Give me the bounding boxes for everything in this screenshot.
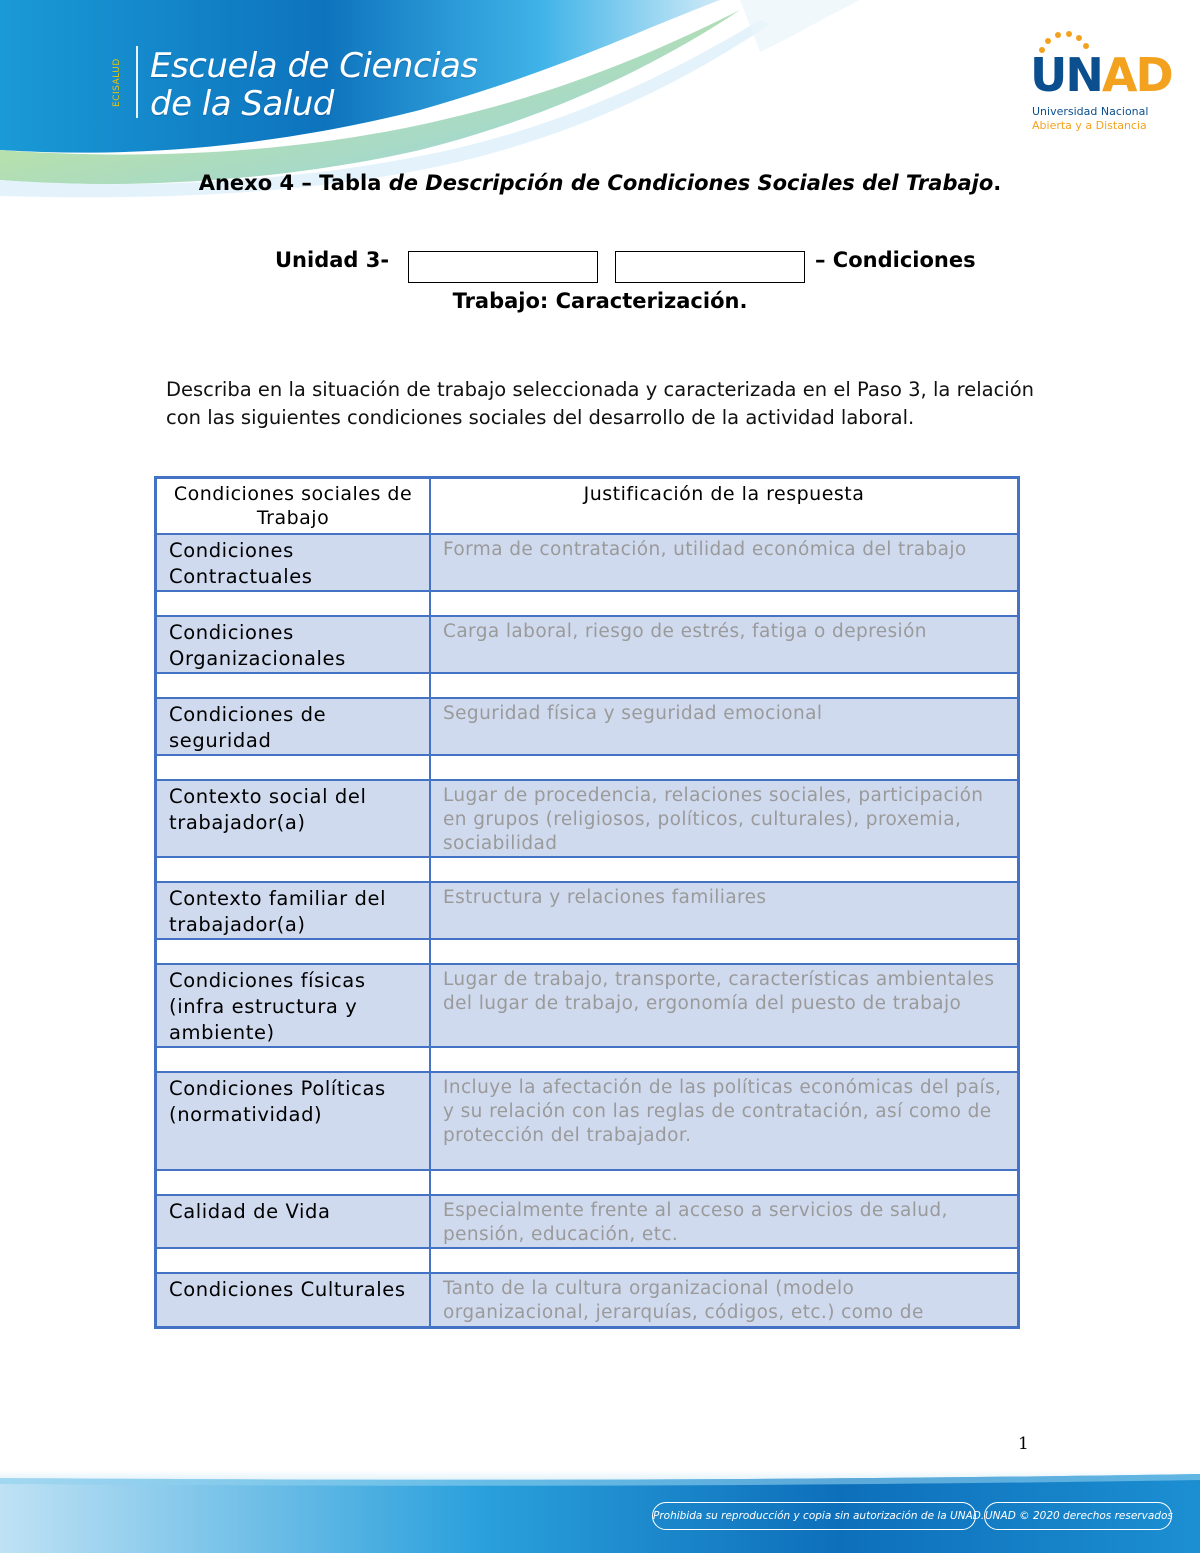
title-part-3: . — [993, 171, 1002, 195]
title-part-1: Anexo 4 – Tabla — [198, 171, 389, 195]
table-header-row — [156, 478, 1019, 535]
document-title — [150, 168, 1050, 199]
table-spacer-row — [156, 1047, 1019, 1072]
condition-name-cell: Condiciones de seguridad — [156, 698, 431, 755]
spacer-cell — [156, 857, 431, 882]
table-spacer-row — [156, 939, 1019, 964]
spacer-cell — [156, 755, 431, 780]
unit-prefix: Unidad 3- — [275, 248, 390, 272]
table-row — [156, 534, 1019, 591]
spacer-cell[interactable] — [430, 939, 1019, 964]
table-spacer-row — [156, 673, 1019, 698]
justification-cell[interactable]: Estructura y relaciones familiares — [430, 882, 1019, 939]
logo-ad: AD — [1101, 48, 1172, 102]
spacer-cell — [156, 1248, 431, 1273]
condition-name-cell: Contexto social del trabajador(a) — [156, 780, 431, 857]
justification-cell[interactable]: Especialmente frente al acceso a servicios de salud, pensión, educación, etc. — [430, 1195, 1019, 1248]
table-spacer-row — [156, 1170, 1019, 1195]
spacer-cell[interactable] — [430, 673, 1019, 698]
intro-paragraph: Describa en la situación de trabajo seleccionada y caracterizada en el Paso 3, la relación con las siguientes condiciones sociales del desarrollo de la actividad laboral. — [166, 378, 1034, 429]
justification-cell[interactable]: Seguridad física y seguridad emocional — [430, 698, 1019, 755]
spacer-cell — [156, 1047, 431, 1072]
table-row — [156, 882, 1019, 939]
unad-logo — [1030, 30, 1172, 140]
table-row — [156, 780, 1019, 857]
table-spacer-row — [156, 857, 1019, 882]
table-spacer-row — [156, 1248, 1019, 1273]
unit-blank-field-2[interactable] — [615, 251, 805, 283]
unit-blank-field-1[interactable] — [408, 251, 598, 283]
table-spacer-row — [156, 755, 1019, 780]
justification-cell[interactable]: Lugar de procedencia, relaciones sociales, participación en grupos (religiosos, políticos, culturales), proxemia, sociabilidad — [430, 780, 1019, 857]
spacer-cell[interactable] — [430, 591, 1019, 616]
conditions-table — [154, 476, 1020, 1329]
condition-name-cell: Condiciones físicas (infra estructura y ambiente) — [156, 964, 431, 1047]
table-body — [156, 534, 1019, 1327]
table-row — [156, 1195, 1019, 1248]
footer-copyright: UNAD © 2020 derechos reservados — [984, 1502, 1172, 1530]
condition-name-cell: Condiciones Organizacionales — [156, 616, 431, 673]
unit-suffix: – Condiciones — [815, 248, 976, 272]
footer-notice: Prohibida su reproducción y copia sin autorización de la UNAD. — [652, 1502, 976, 1530]
table-row — [156, 964, 1019, 1047]
spacer-cell — [156, 939, 431, 964]
logo-un: UN — [1030, 48, 1102, 102]
table-row — [156, 1273, 1019, 1327]
condition-name-cell: Condiciones Culturales — [156, 1273, 431, 1327]
table-row — [156, 698, 1019, 755]
logo-subtitle-2: Abierta y a Distancia — [1032, 119, 1147, 132]
school-tag: ECISALUD — [112, 58, 122, 108]
page-number: 1 — [1018, 1434, 1029, 1454]
title-part-2: de Descripción de Condiciones Sociales del Trabajo — [388, 171, 994, 195]
spacer-cell — [156, 591, 431, 616]
school-name-line-1: Escuela de Ciencias — [150, 46, 478, 86]
spacer-cell[interactable] — [430, 857, 1019, 882]
spacer-cell[interactable] — [430, 1047, 1019, 1072]
table-header-conditions: Condiciones sociales de Trabajo — [156, 478, 431, 535]
justification-cell[interactable]: Forma de contratación, utilidad económica del trabajo — [430, 534, 1019, 591]
spacer-cell[interactable] — [430, 1248, 1019, 1273]
school-name-line-2: de la Salud — [150, 84, 334, 124]
table-spacer-row — [156, 591, 1019, 616]
spacer-cell[interactable] — [430, 755, 1019, 780]
logo-subtitle-1: Universidad Nacional — [1032, 105, 1149, 118]
table-row — [156, 616, 1019, 673]
table-row — [156, 1072, 1019, 1170]
unit-line-2: Trabajo: Caracterización. — [452, 289, 748, 313]
school-divider — [136, 46, 138, 118]
logo-wordmark — [1030, 48, 1172, 102]
justification-cell[interactable]: Carga laboral, riesgo de estrés, fatiga o depresión — [430, 616, 1019, 673]
condition-name-cell: Condiciones Políticas (normatividad) — [156, 1072, 431, 1170]
condition-name-cell: Condiciones Contractuales — [156, 534, 431, 591]
justification-cell[interactable]: Lugar de trabajo, transporte, características ambientales del lugar de trabajo, ergonomía del puesto de trabajo — [430, 964, 1019, 1047]
unit-line — [275, 247, 1035, 283]
table-header-justification: Justificación de la respuesta — [430, 478, 1019, 535]
condition-name-cell: Calidad de Vida — [156, 1195, 431, 1248]
spacer-cell — [156, 673, 431, 698]
justification-cell[interactable]: Incluye la afectación de las políticas económicas del país, y su relación con las reglas de contratación, así como de protección del trabajador. — [430, 1072, 1019, 1170]
spacer-cell[interactable] — [430, 1170, 1019, 1195]
spacer-cell — [156, 1170, 431, 1195]
justification-cell[interactable]: Tanto de la cultura organizacional (modelo organizacional, jerarquías, códigos, etc.) como de — [430, 1273, 1019, 1327]
condition-name-cell: Contexto familiar del trabajador(a) — [156, 882, 431, 939]
